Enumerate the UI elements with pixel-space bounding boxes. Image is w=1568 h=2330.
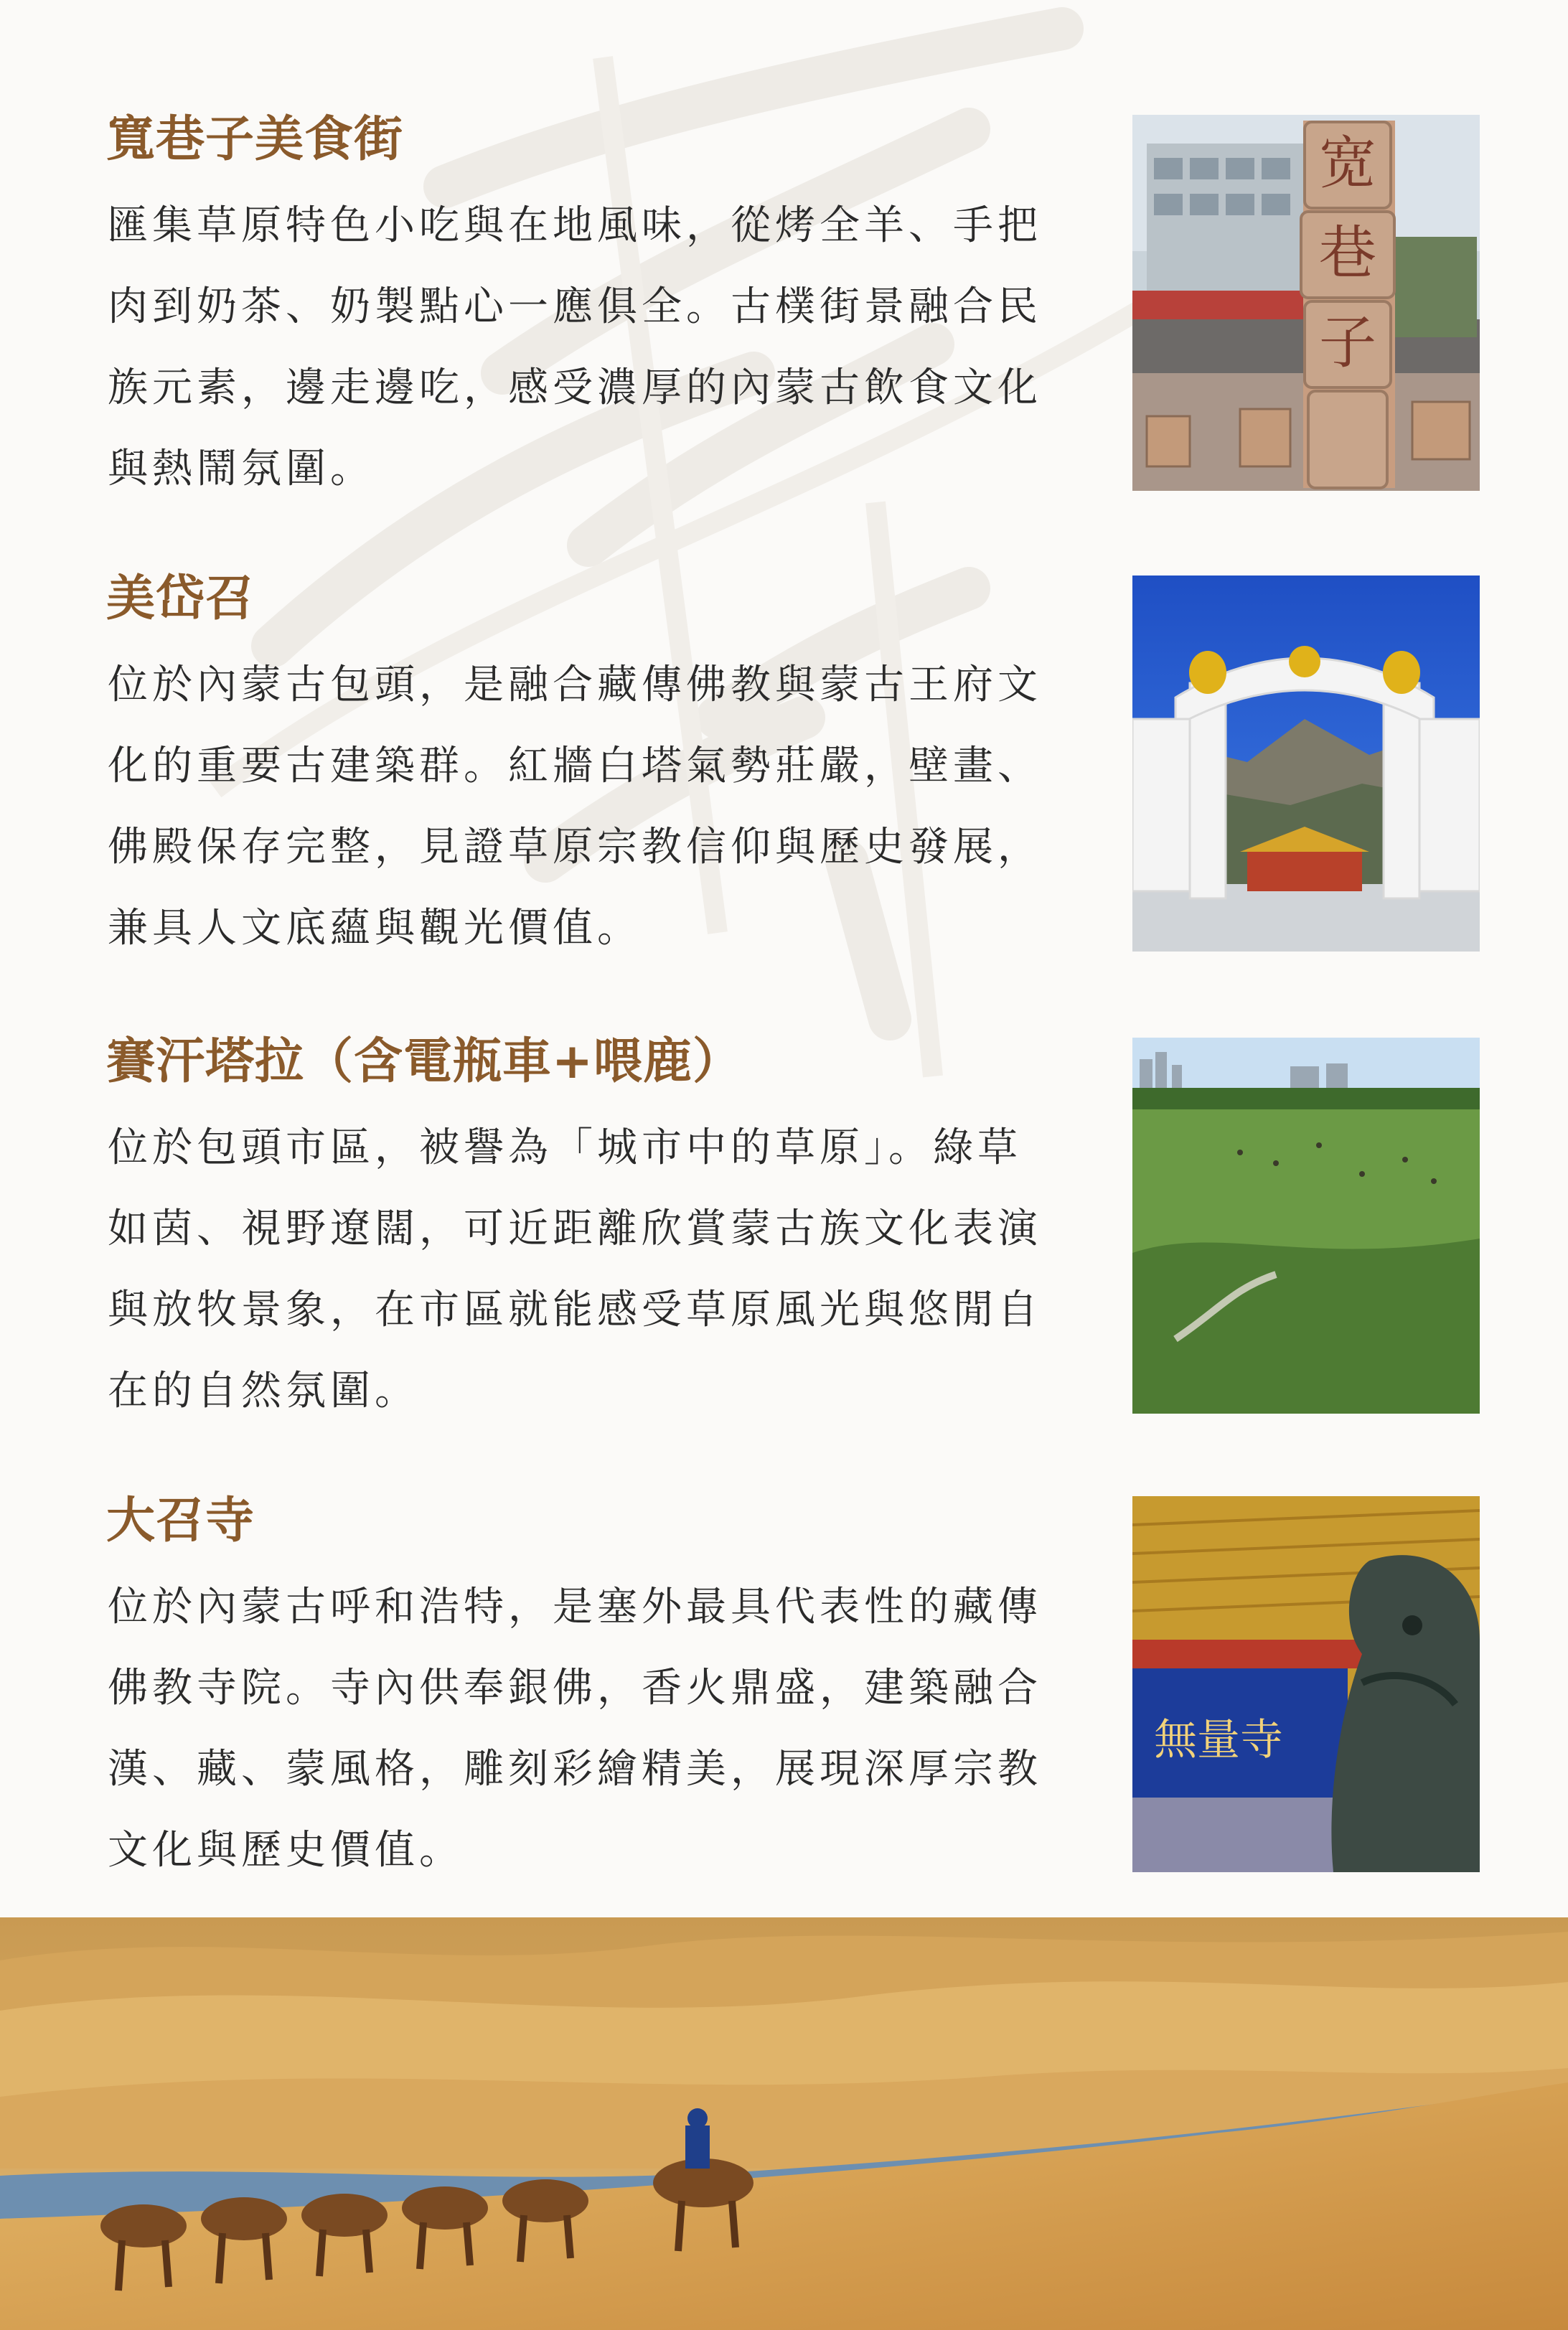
- attraction-description: 位於包頭市區，被譽為「城市中的草原」。綠草如茵、視野遼闊，可近距離欣賞蒙古族文化表演與放牧景象，在市區就能感受草原風光與悠閒自在的自然氛圍。: [108, 1124, 1042, 1414]
- temple-plaque-text: 無量寺: [1154, 1715, 1283, 1765]
- meidaizhao-gate-photo: [1132, 576, 1480, 952]
- attraction-title: 賽汗塔拉（含電瓶車+喂鹿）: [106, 1033, 742, 1090]
- attraction-description: 位於內蒙古包頭，是融合藏傳佛教與蒙古王府文化的重要古建築群。紅牆白塔氣勢莊嚴，壁畫、佛殿保存完整，見證草原宗教信仰與歷史發展，兼具人文底蘊與觀光價值。: [108, 662, 1042, 952]
- sign-char: 巷: [1319, 220, 1376, 286]
- attraction-title: 美岱召: [106, 570, 255, 627]
- attraction-description: 位於內蒙古呼和浩特，是塞外最具代表性的藏傳佛教寺院。寺內供奉銀佛，香火鼎盛，建築融合漢、藏、蒙風格，雕刻彩繪精美，展現深厚宗教文化與歷史價值。: [108, 1584, 1042, 1874]
- sign-char: 宽: [1319, 130, 1376, 197]
- attraction-description: 匯集草原特色小吃與在地風味，從烤全羊、手把肉到奶茶、奶製點心一應俱全。古樸街景融合民族元素，邊走邊吃，感受濃厚的內蒙古飲食文化與熱鬧氛圍。: [108, 202, 1042, 492]
- sign-char: 子: [1319, 309, 1376, 376]
- desert-camel-banner-photo: [0, 1917, 1568, 2330]
- attraction-title: 寬巷子美食街: [106, 111, 404, 168]
- kuanxiangzi-street-photo: [1132, 115, 1480, 491]
- attraction-title: 大召寺: [106, 1493, 255, 1549]
- saihantala-grassland-photo: [1132, 1038, 1480, 1414]
- dazhao-temple-photo: [1132, 1496, 1480, 1872]
